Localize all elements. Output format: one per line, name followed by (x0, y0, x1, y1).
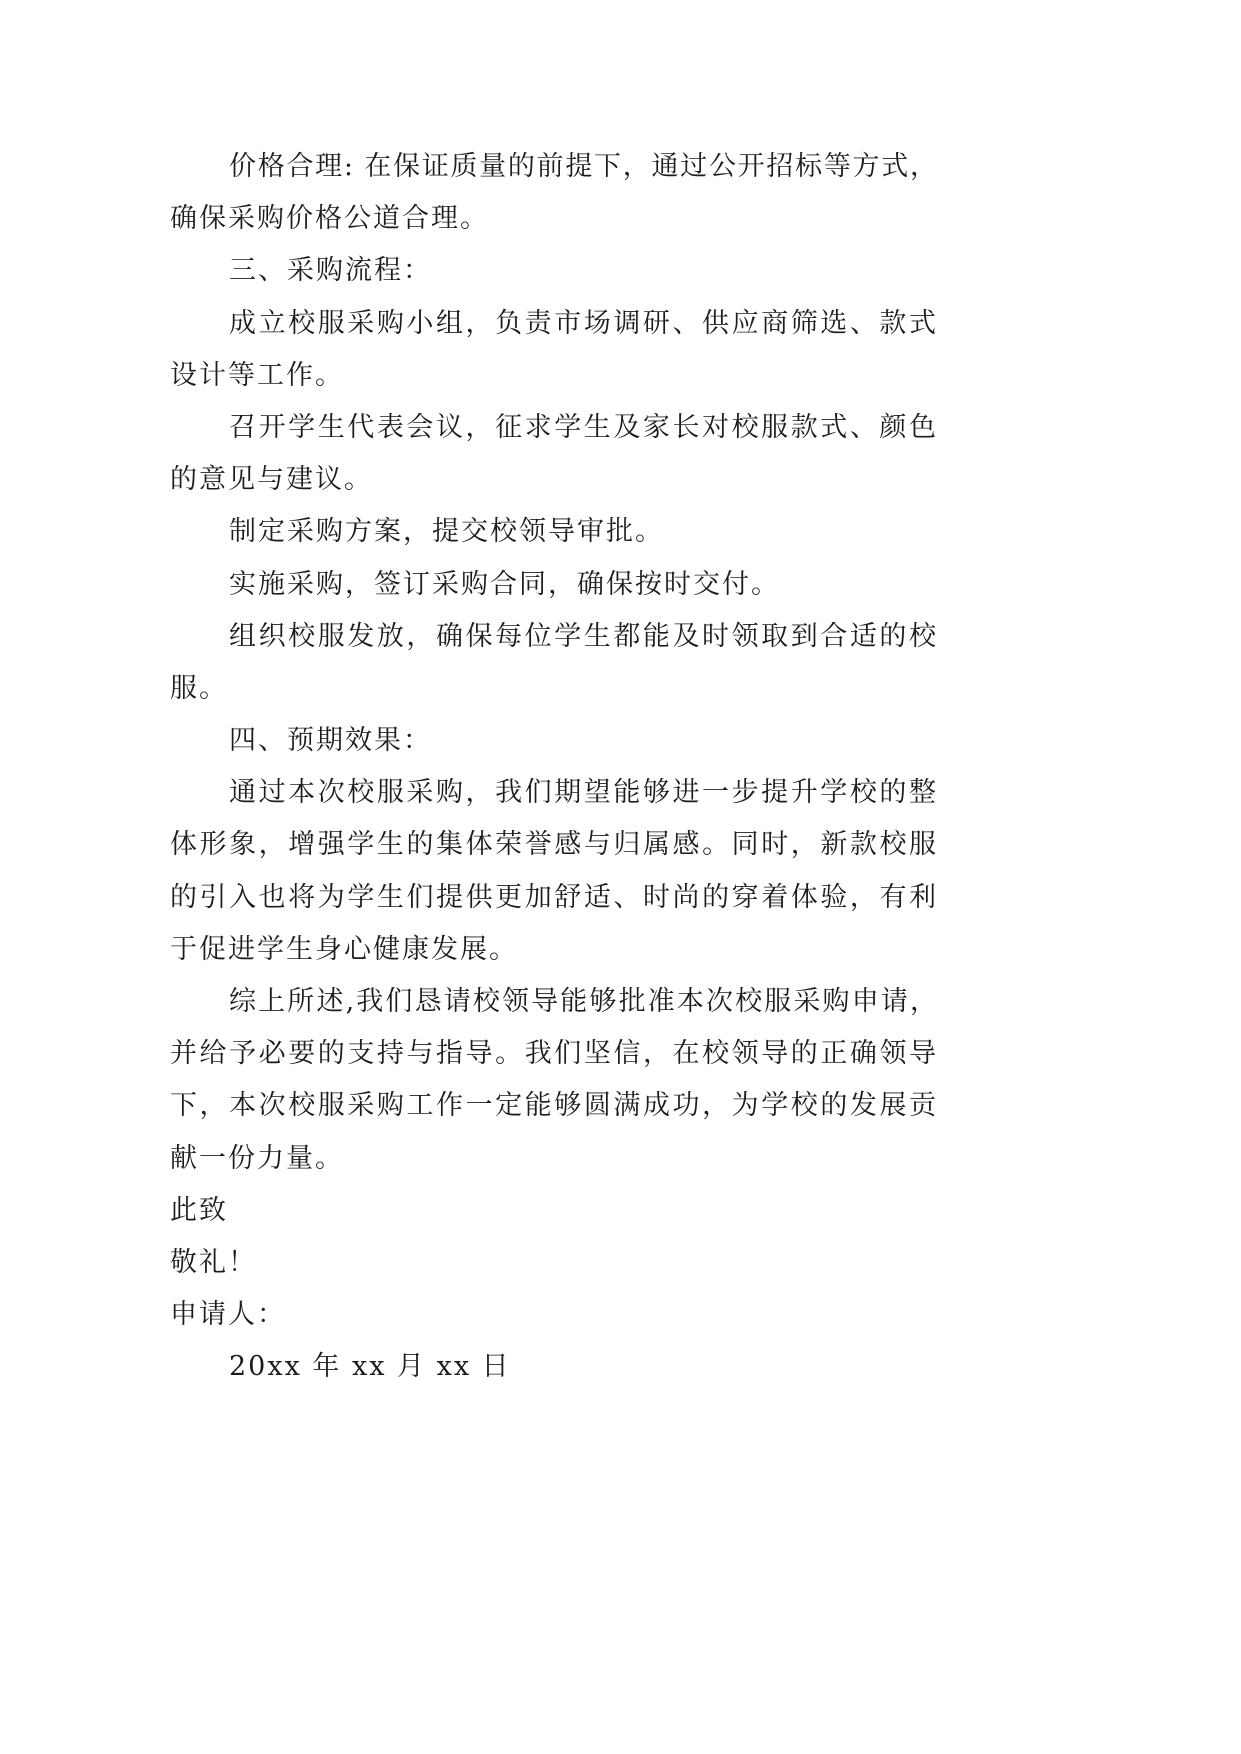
paragraph-line: 价格合理: 在保证质量的前提下，通过公开招标等方式， (229, 151, 938, 182)
paragraph-line: 于促进学生身心健康发展。 (170, 933, 518, 965)
signature-date: 20xx 年 xx 月 xx 日 (229, 1351, 511, 1383)
paragraph-line: 制定采购方案，提交校领导审批。 (229, 516, 664, 548)
paragraph-line: 成立校服采购小组，负责市场调研、供应商筛选、款式 (229, 307, 938, 339)
process-step-4 (170, 559, 938, 611)
paragraph-line: 服。 (170, 672, 228, 704)
paragraph-line: 献一份力量。 (170, 1142, 344, 1174)
applicant-label: 申请人： (170, 1299, 286, 1331)
closing-salutation: 此致 (170, 1194, 228, 1226)
paragraph-line: 并给予必要的支持与指导。我们坚信，在校领导的正确领导 (170, 1038, 938, 1070)
paragraph-line: 的意见与建议。 (170, 464, 373, 496)
price-principle-paragraph (170, 141, 938, 245)
paragraph-line: 设计等工作。 (170, 359, 344, 391)
document-body (170, 141, 938, 1394)
expected-effect-paragraph (170, 767, 938, 976)
section-heading-process: 三、采购流程： (229, 255, 432, 287)
paragraph-line: 组织校服发放，确保每位学生都能及时领取到合适的校 (229, 620, 938, 652)
paragraph-line: 体形象，增强学生的集体荣誉感与归属感。同时，新款校服 (170, 829, 938, 861)
conclusion-paragraph (170, 976, 938, 1185)
process-step-3 (170, 506, 938, 558)
paragraph-line: 实施采购，签订采购合同，确保按时交付。 (229, 568, 780, 600)
paragraph-line: 通过本次校服采购，我们期望能够进一步提升学校的整 (229, 777, 938, 809)
section-heading-expected-effect: 四、预期效果： (229, 725, 432, 757)
closing-regards: 敬礼！ (170, 1246, 257, 1278)
process-step-2 (170, 402, 938, 506)
paragraph-line: 综上所述,我们恳请校领导能够批准本次校服采购申请， (229, 986, 938, 1017)
process-step-1 (170, 298, 938, 402)
paragraph-line: 确保采购价格公道合理。 (170, 203, 489, 235)
paragraph-line: 召开学生代表会议，征求学生及家长对校服款式、颜色 (229, 411, 938, 443)
paragraph-line: 的引入也将为学生们提供更加舒适、时尚的穿着体验，有利 (170, 881, 938, 913)
process-step-5 (170, 611, 938, 715)
paragraph-line: 下，本次校服采购工作一定能够圆满成功，为学校的发展贡 (170, 1090, 938, 1122)
